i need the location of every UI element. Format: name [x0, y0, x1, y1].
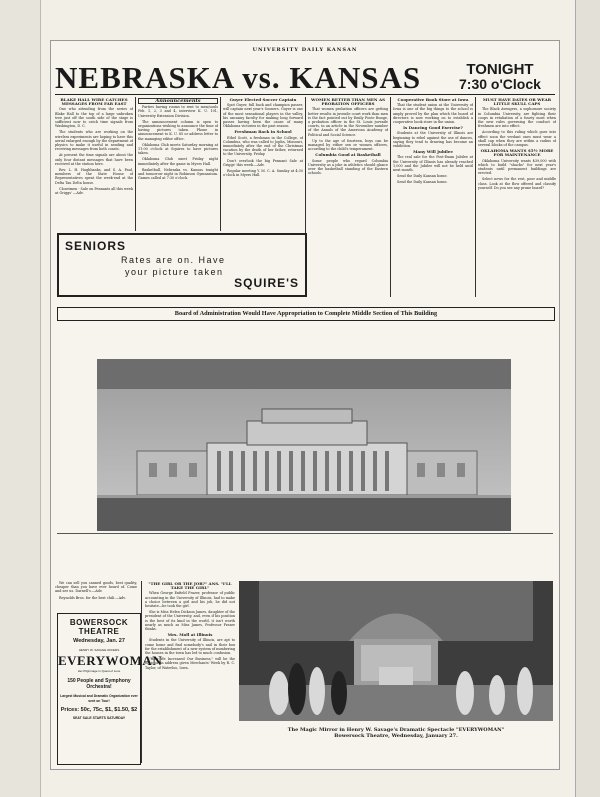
prices: Prices: 50c, 75c, $1, $1.50, $2 — [60, 707, 138, 713]
article-heading: BLAKE HALL WIRE CATCHES MESSAGES FROM FAR EAST — [60, 97, 128, 107]
building-illustration — [97, 359, 511, 531]
article-paragraph: Closetmen - Sale on Pennants all this week at Griggs' —Adv. — [55, 186, 133, 196]
column-divider — [390, 97, 391, 297]
article-heading: Is Dancing Good Exercise? — [403, 125, 463, 131]
stage-photo-caption — [239, 727, 553, 739]
article-heading: Many Will Jubilee — [413, 149, 453, 155]
masthead: UNIVERSITY DAILY KANSAN — [252, 47, 358, 53]
article-paragraph: Rev. L. H. Hughbanks, and S. A. Paul, members of the State House of Representatives spent the week-end at the Delta Tau Delta house. — [55, 168, 133, 185]
article-paragraph: Ethel Scott, a freshman in the College, of Columbus, who was called to Joplin, Missouri, immediately after the end of the Christmas vacation by the death of her father, returned to the University, Friday. — [223, 135, 303, 157]
article-paragraph: According to this ruling which goes into effect soon the verdant ones must wear a skull cap when they are within a radius of several blocks of the campus. — [478, 130, 556, 148]
tour-line: Largest Musical and Dramatic Organization ever sent on Tour! — [60, 694, 138, 703]
headline-rule — [55, 94, 555, 95]
article-paragraph: Send the Daily Kansan home. — [397, 174, 448, 179]
article-paragraph: The announcement column is open to organizations wishing to announce the time of having pictures taken. Phone in announcement to K. U. 85 or address letter to the managing editor office. — [138, 119, 218, 141]
cast-line: 150 People and Symphony Orchestra! — [67, 678, 131, 690]
seat-sale: SEAT SALE STARTS SATURDAY — [72, 716, 126, 720]
article-skull-caps — [478, 97, 556, 297]
article-paragraph: Some people who regard Columbia University as a joke in athletics should glance over the basketball standing of the Eastern schools. — [308, 158, 388, 176]
ad-squires-name: SQUIRE'S — [234, 276, 299, 290]
article-paragraph: Up to the age of fourteen, boys can be managed by either sex or women officers, according to the child's temperament. — [308, 138, 388, 152]
article-heading: Cooperative Book Store at Iowa — [397, 97, 469, 102]
game-time: 7:30 o'Clock — [459, 76, 541, 92]
show-title: EVERYWOMAN — [58, 653, 163, 668]
announcements-column — [138, 97, 218, 231]
article-paragraph: That the student union at the University of Iowa is one of the big things to the school is amply proved by the plan which the board of directors is now working on to establish a cooperative book store in the union. — [393, 103, 473, 125]
column-divider — [141, 581, 142, 763]
article-paragraph: One who attending from the series of Blake Hall to the top of a large unbroken tree just off the south side of the stage is sufficient now to catch time signals from Washington, D. C. — [55, 107, 133, 129]
article-paragraph: Parties having rooms to rent to men/souls Feb. 1, 2, 3 and 4, interview K. U. 101, University Extension Division. — [138, 105, 218, 118]
article-paragraph: Students in the University of Illinois, are apt to come home and find somebody's nail in their box for the establishment of a new system of numbering the houses in the town has led to much confusion. — [145, 638, 235, 656]
article-heading: Freshman Back in School — [234, 129, 292, 135]
article-paragraph: At present the time signals are about the only four distant messages that have been received at the station here. — [55, 153, 133, 166]
bowersock-theatre-ad — [57, 613, 163, 765]
squires-seniors-ad — [57, 233, 307, 297]
ad-text: We can sell you canned goods, best quality, cheaper than you have ever heard of. Come and see us. Darnell's.—Adv. — [55, 581, 137, 594]
article-paragraph: Don't overlook the big Pennant Sale at Griggs' this week.—Adv. — [223, 158, 303, 167]
theatre-name: BOWERSOCK — [69, 618, 129, 627]
article-paragraph: Select news for the rest, poor and middle class. Look at the flow offered and classify yourself. Do you see any prune board? — [478, 177, 556, 190]
caption-line: Bowersock Theatre, Wednesday, January 27. — [334, 733, 458, 739]
article-heading: Columbia Good at Basketball — [315, 152, 381, 158]
article-paragraph: Oklahoma University wants $39,000 with which to build "shacks" for next year's students until permanent buildings are erected. — [478, 158, 556, 176]
article-paragraph: Send the Daily Kansan home. — [397, 180, 448, 185]
article-paragraph: Basketball, Nebraska vs. Kansas tonight and tomorrow night in Robinson Gymnasium. Games called at 7:30 o'clock. — [138, 167, 218, 181]
newspaper-page — [50, 40, 560, 770]
caption-line: The Magic Mirror in Henry W. Savage's Dramatic Spectacle "EVERYWOMAN" — [287, 727, 505, 733]
article-paragraph: The Black Avengers, a sophomore society in Columbia University, are fighting their coops in retaliation of a fourty most when the new rules governing the conduct of freshmen are into effect. — [478, 107, 556, 129]
article-paragraph: Oklahoma Club meets Saturday morning at 11:00 o'clock at Squires to have pictures taken. — [138, 142, 218, 156]
ad-seniors-line: Rates are on. Have — [121, 255, 226, 265]
article-heading: MUST HAVE DATES OR WEAR LITTLE SKULL CAPS — [482, 97, 552, 107]
article-heading: Mrs. Moll at Illinois — [167, 632, 213, 638]
show-date: Wednesday, Jan. 27 — [73, 638, 125, 644]
article-paragraph: "How We Increased Our Business," will be the topic of an address given Merchants' Week by R. C. Taylor, of Waterloo, Iowa. — [145, 657, 235, 670]
tonight-label: TONIGHT — [466, 61, 534, 78]
column-divider — [475, 97, 476, 297]
article-paragraph: Regular meeting Y. M. C. A. Sunday at 4:30 o'clock in Myers Hall. — [223, 169, 303, 178]
article-girl-or-job — [145, 581, 235, 763]
section-rule — [57, 533, 553, 534]
announcements-heading: Announcements — [138, 98, 218, 104]
main-headline: NEBRASKA vs. KANSAS — [55, 60, 422, 95]
ad-seniors-title: SENIORS — [65, 239, 127, 253]
article-paragraph: Spot Guyer, full back and champion passer, will captain next year's Sooners. Guyer is one of the most sensational players in the valley, his uncanny faculty for making long forward passes having been the cause of many Oklahoma victories in the past season. — [223, 103, 303, 129]
column-divider — [220, 97, 221, 231]
article-women-probation — [308, 97, 388, 297]
presenter: HENRY W. SAVAGE OFFERS — [78, 648, 120, 652]
article-guyer — [223, 97, 303, 231]
everywoman-stage-photo — [239, 581, 553, 721]
ad-seniors-line: your picture taken — [125, 267, 224, 277]
column-divider — [135, 97, 136, 231]
article-heading: Guyer Elected Soccer Captain — [229, 97, 297, 102]
article-paragraph: The real sale for the Post-Exam Jubilee at the University of Illinois has already reached 1,000 and the Jubilee will not be held until next month. — [393, 155, 473, 173]
tonight-block — [459, 63, 541, 91]
article-heading: "THE GIRL OR THE JOB?" ANS. "I'LL TAKE THE GIRL" — [148, 581, 232, 591]
article-paragraph: Students at the University of Illinois are beginning to rebel against the use of dances, saying they tend to drawing has become an exhibition. — [393, 131, 473, 149]
article-paragraph: That women probation officers are getting better results in juvenile court work than men is the fact pointed out by Emily Foote Runge, a probation officer in the St. Louis juvenile courts, in an article in the November number of the Annals of the American Academy of Political and Social Science. — [308, 107, 388, 137]
theatre-label: THEATRE — [78, 627, 120, 636]
show-subtitle: Her Pilgrimage in Quest of Love — [77, 669, 121, 673]
article-paragraph: Oklahoma Club meet Friday night immediately after the game in Myers Hall. — [138, 157, 218, 166]
article-blake-hall — [55, 97, 133, 231]
article-iowa-bookstore — [393, 97, 473, 297]
building-photograph — [97, 359, 511, 531]
scan-right-edge — [575, 0, 600, 797]
small-ads — [55, 581, 137, 611]
article-heading: WOMEN BETTER THAN MEN AS PROBATION OFFICERS — [311, 97, 385, 107]
board-headline: Board of Administration Would Have Appropriation to Complete Middle Section of This Building — [57, 307, 555, 321]
stage-illustration — [239, 581, 553, 721]
article-paragraph: The students who are working on the wireless experiments are hoping to have this aerial enlarged enough by the department of physics to make it useful in sending and receiving messages from both coasts. — [55, 130, 133, 152]
scan-binding-edge — [0, 0, 41, 797]
article-paragraph: When George Enfield Frazer, professor of public accounting in the University of Illinois, had to make a choice between a girl and his job, he did not hesitate—he took the girl. — [145, 591, 235, 609]
ad-text: Reynolds Bros. for the best chili.—Adv. — [59, 595, 126, 600]
article-paragraph: She is Miss Helen Dickson James, daughter of the president of the University, and, even if his position is the best of its kind in the world, it isn't worth nearly as much as Miss James, Professor Frazer thinks. — [145, 610, 235, 632]
article-heading: OKLAHOMA WANTS $5½ MORE FOR MAINTENANCE — [480, 148, 554, 158]
